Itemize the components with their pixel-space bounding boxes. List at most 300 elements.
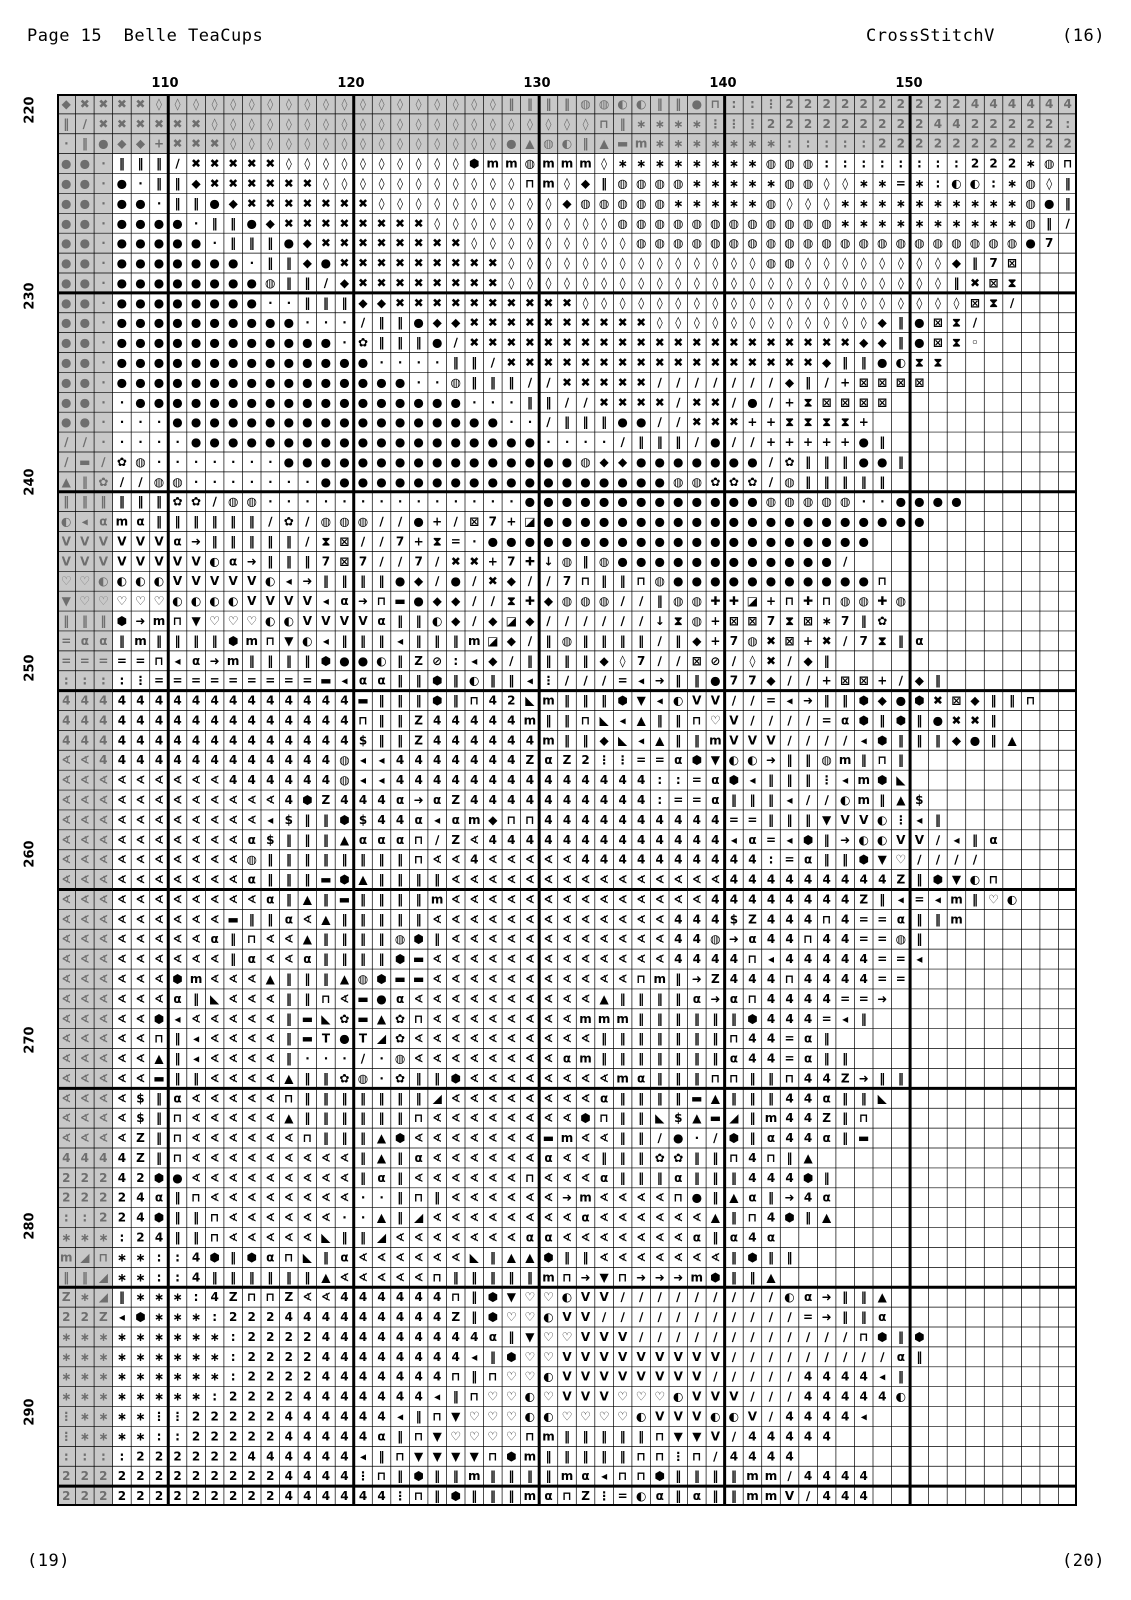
stitch-symbol: ∕ bbox=[638, 1290, 644, 1305]
stitch-symbol: ● bbox=[190, 236, 202, 251]
stitch-symbol: ● bbox=[339, 435, 350, 450]
stitch-symbol: 4 bbox=[655, 852, 664, 867]
stitch-symbol: ∕ bbox=[564, 395, 570, 410]
stitch-symbol: ‖ bbox=[638, 435, 645, 450]
stitch-symbol: ∢ bbox=[116, 812, 127, 827]
stitch-symbol: ● bbox=[617, 554, 628, 569]
stitch-symbol: m bbox=[838, 753, 852, 768]
stitch-symbol: ◂ bbox=[359, 1449, 367, 1464]
stitch-symbol: ‖ bbox=[137, 156, 144, 171]
stitch-symbol: ◊ bbox=[304, 96, 311, 111]
stitch-symbol: ∗ bbox=[79, 1409, 90, 1424]
stitch-symbol: V bbox=[673, 1349, 683, 1364]
stitch-symbol: ◍ bbox=[765, 216, 777, 231]
stitch-symbol: ✖ bbox=[320, 216, 331, 231]
stitch-symbol: 4 bbox=[303, 713, 312, 728]
stitch-symbol: ∢ bbox=[487, 872, 498, 887]
stitch-symbol: ⬢ bbox=[153, 1210, 165, 1225]
stitch-symbol: ● bbox=[116, 315, 128, 330]
stitch-symbol: 2 bbox=[80, 1489, 89, 1504]
stitch-symbol: V bbox=[747, 1409, 758, 1424]
stitch-symbol: ● bbox=[654, 534, 665, 549]
stitch-symbol: 2 bbox=[284, 1349, 293, 1364]
stitch-symbol: ⧗ bbox=[933, 355, 943, 370]
stitch-symbol: ‖ bbox=[174, 1051, 181, 1066]
stitch-symbol: ∢ bbox=[79, 812, 90, 827]
stitch-symbol: 4 bbox=[711, 892, 720, 907]
stitch-symbol: ∢ bbox=[561, 852, 573, 867]
stitch-symbol: ● bbox=[302, 355, 313, 370]
stitch-symbol: ‖ bbox=[823, 653, 830, 668]
stitch-symbol: ‖ bbox=[1064, 176, 1071, 191]
stitch-symbol: ∕ bbox=[805, 1489, 811, 1504]
stitch-symbol: ‖ bbox=[156, 1150, 162, 1165]
stitch-symbol: 2 bbox=[785, 96, 794, 111]
stitch-symbol: ∗ bbox=[988, 216, 999, 231]
page-header-left bbox=[27, 26, 263, 46]
stitch-symbol: ● bbox=[394, 574, 406, 589]
stitch-symbol: ‖ bbox=[322, 1250, 329, 1265]
stitch-symbol: ● bbox=[450, 574, 461, 589]
stitch-symbol: ∢ bbox=[153, 892, 165, 907]
stitch-symbol: ● bbox=[302, 335, 313, 350]
stitch-symbol: ● bbox=[784, 574, 795, 589]
stitch-symbol: ∢ bbox=[265, 1131, 276, 1146]
stitch-symbol: ➜ bbox=[135, 614, 146, 629]
stitch-symbol: ‖ bbox=[341, 932, 348, 947]
stitch-symbol: ⋅ bbox=[305, 494, 310, 509]
stitch-symbol: ● bbox=[561, 514, 573, 529]
stitch-symbol: ⋮ bbox=[394, 1489, 407, 1504]
stitch-symbol: ● bbox=[524, 534, 536, 549]
stitch-symbol: ⊠ bbox=[840, 395, 851, 410]
stitch-symbol: ◢ bbox=[98, 1290, 108, 1305]
stitch-symbol: ∢ bbox=[246, 1230, 257, 1245]
stitch-symbol: ⋅ bbox=[101, 236, 106, 251]
stitch-symbol: ✖ bbox=[617, 355, 628, 370]
stitch-symbol: ‖ bbox=[434, 932, 441, 947]
stitch-symbol: ⊓ bbox=[413, 1011, 424, 1026]
stitch-symbol: ‖ bbox=[415, 633, 422, 648]
stitch-symbol: ‖ bbox=[304, 872, 311, 887]
stitch-symbol: ● bbox=[747, 554, 758, 569]
stitch-symbol: ‖ bbox=[341, 1131, 348, 1146]
stitch-symbol: ‖ bbox=[879, 892, 886, 907]
stitch-symbol: ∢ bbox=[524, 1031, 535, 1046]
stitch-symbol: m bbox=[579, 1190, 592, 1205]
stitch-symbol: ✖ bbox=[469, 275, 480, 290]
stitch-symbol: ∢ bbox=[487, 991, 498, 1006]
stitch-symbol: ⋮ bbox=[60, 1409, 73, 1424]
stitch-symbol: ⊠ bbox=[877, 375, 888, 390]
stitch-symbol: m bbox=[746, 1469, 759, 1484]
stitch-symbol: ◊ bbox=[267, 116, 274, 131]
stitch-symbol: ● bbox=[431, 335, 443, 350]
stitch-symbol: 4 bbox=[822, 1389, 831, 1404]
stitch-symbol: 2 bbox=[896, 96, 905, 111]
stitch-symbol: 4 bbox=[247, 693, 256, 708]
stitch-symbol: 7 bbox=[637, 653, 646, 668]
stitch-symbol: ◊ bbox=[322, 116, 329, 131]
stitch-symbol: ∕ bbox=[768, 395, 774, 410]
stitch-symbol: ∕ bbox=[360, 315, 366, 330]
stitch-symbol: ∗ bbox=[135, 1250, 146, 1265]
stitch-symbol: m bbox=[616, 1011, 629, 1026]
stitch-symbol: 4 bbox=[266, 773, 275, 788]
stitch-symbol: V bbox=[154, 554, 164, 569]
stitch-symbol: ⊓ bbox=[265, 1290, 276, 1305]
stitch-symbol: ◊ bbox=[768, 295, 774, 310]
stitch-symbol: ◐ bbox=[561, 1290, 573, 1305]
stitch-symbol: ⊓ bbox=[376, 1469, 387, 1484]
stitch-symbol: 2 bbox=[841, 116, 850, 131]
stitch-symbol: ● bbox=[302, 435, 313, 450]
stitch-symbol: ∕ bbox=[731, 435, 737, 450]
stitch-symbol: ‖ bbox=[267, 1270, 274, 1285]
stitch-symbol: 2 bbox=[229, 1389, 238, 1404]
stitch-symbol: ‖ bbox=[712, 1150, 719, 1165]
stitch-symbol: ◊ bbox=[730, 295, 737, 310]
stitch-symbol: ● bbox=[691, 1190, 703, 1205]
stitch-symbol: ∢ bbox=[79, 773, 90, 788]
stitch-symbol: ∕ bbox=[676, 1329, 681, 1344]
stitch-symbol: 4 bbox=[803, 991, 813, 1006]
stitch-symbol: 4 bbox=[507, 713, 516, 728]
stitch-symbol: ⊠ bbox=[951, 693, 962, 708]
stitch-symbol: ● bbox=[246, 355, 257, 370]
stitch-symbol: ✖ bbox=[357, 216, 369, 231]
stitch-symbol: ◂ bbox=[638, 733, 645, 748]
stitch-symbol: ‖ bbox=[415, 1071, 422, 1086]
stitch-symbol: ‖ bbox=[730, 1011, 737, 1026]
stitch-symbol: 4 bbox=[766, 991, 776, 1006]
stitch-symbol: : bbox=[898, 156, 904, 171]
stitch-symbol: ◊ bbox=[675, 315, 682, 330]
stitch-symbol: 4 bbox=[229, 713, 238, 728]
stitch-symbol: ✖ bbox=[469, 256, 480, 271]
stitch-symbol: ∢ bbox=[487, 1190, 498, 1205]
stitch-symbol: ‖ bbox=[768, 1250, 774, 1265]
stitch-symbol: V bbox=[117, 554, 127, 569]
stitch-symbol: ∢ bbox=[450, 1131, 461, 1146]
stitch-symbol: ⊓ bbox=[729, 1150, 739, 1165]
stitch-symbol: ‖ bbox=[582, 415, 589, 430]
stitch-symbol: ◊ bbox=[601, 275, 608, 290]
stitch-symbol: ◍ bbox=[598, 196, 610, 211]
stitch-symbol: ∢ bbox=[209, 773, 220, 788]
stitch-symbol: ● bbox=[135, 236, 146, 251]
stitch-symbol: ● bbox=[543, 474, 554, 489]
stitch-symbol: 2 bbox=[952, 96, 961, 111]
stitch-symbol: ‖ bbox=[656, 1071, 663, 1086]
stitch-symbol: ∗ bbox=[61, 1389, 72, 1404]
stitch-symbol: ● bbox=[320, 415, 332, 430]
stitch-symbol: ⋅ bbox=[879, 494, 885, 509]
stitch-symbol: ✖ bbox=[617, 375, 628, 390]
stitch-symbol: ∗ bbox=[673, 136, 684, 151]
stitch-symbol: ◍ bbox=[858, 594, 869, 609]
stitch-symbol: ● bbox=[153, 395, 165, 410]
stitch-symbol: ∢ bbox=[98, 952, 109, 967]
stitch-symbol: ◆ bbox=[451, 315, 461, 330]
stitch-symbol: ⧗ bbox=[1007, 275, 1017, 290]
stitch-symbol: ‖ bbox=[879, 474, 886, 489]
stitch-symbol: ⬢ bbox=[895, 713, 907, 728]
stitch-symbol: ∕ bbox=[305, 534, 310, 549]
stitch-symbol: ‖ bbox=[768, 1091, 774, 1106]
stitch-symbol: ∕ bbox=[880, 1349, 885, 1364]
stitch-symbol: ▬ bbox=[320, 872, 332, 887]
stitch-symbol: ◍ bbox=[691, 614, 703, 629]
stitch-symbol: ● bbox=[413, 474, 424, 489]
stitch-symbol: 4 bbox=[433, 1349, 442, 1364]
column-number: 120 bbox=[337, 76, 365, 91]
stitch-symbol: ‖ bbox=[397, 1190, 404, 1205]
stitch-symbol: 2 bbox=[154, 1469, 164, 1484]
stitch-symbol: ∕ bbox=[768, 1409, 774, 1424]
stitch-symbol: ▲ bbox=[339, 832, 350, 847]
stitch-symbol: ∢ bbox=[172, 793, 183, 807]
stitch-symbol: ⊓ bbox=[413, 852, 424, 867]
stitch-symbol: ● bbox=[858, 574, 869, 589]
stitch-symbol: ◣ bbox=[469, 1250, 479, 1265]
stitch-symbol: ∢ bbox=[61, 912, 72, 927]
stitch-symbol: 2 bbox=[1045, 136, 1054, 151]
stitch-symbol: ∢ bbox=[228, 793, 239, 807]
stitch-symbol: m bbox=[690, 1270, 704, 1285]
stitch-symbol: ◊ bbox=[675, 256, 682, 271]
stitch-symbol: ▲ bbox=[339, 971, 350, 986]
stitch-symbol: ⊠ bbox=[914, 375, 925, 390]
stitch-symbol: ⊠ bbox=[988, 275, 999, 290]
stitch-symbol: ∕ bbox=[620, 1290, 625, 1305]
stitch-symbol: ∢ bbox=[135, 1071, 146, 1086]
stitch-symbol: α bbox=[896, 1349, 905, 1364]
stitch-symbol: ◊ bbox=[545, 275, 552, 290]
row-number: 250 bbox=[22, 654, 38, 682]
stitch-symbol: 4 bbox=[136, 693, 145, 708]
stitch-symbol: 4 bbox=[692, 932, 701, 947]
stitch-symbol: ● bbox=[246, 335, 257, 350]
stitch-symbol: V bbox=[599, 1369, 609, 1384]
stitch-symbol: ∢ bbox=[469, 932, 480, 947]
stitch-symbol: α bbox=[377, 673, 386, 688]
stitch-symbol: 4 bbox=[321, 1429, 331, 1444]
stitch-symbol: ✖ bbox=[339, 216, 350, 231]
stitch-symbol: ‖ bbox=[564, 733, 570, 748]
stitch-symbol: ‖ bbox=[378, 633, 385, 648]
stitch-symbol: ∕ bbox=[713, 1290, 718, 1305]
stitch-symbol: ‖ bbox=[712, 1469, 719, 1484]
stitch-symbol: ∗ bbox=[172, 1310, 183, 1325]
stitch-symbol: ‖ bbox=[508, 673, 515, 688]
stitch-symbol: ● bbox=[431, 474, 443, 489]
stitch-symbol: ∢ bbox=[469, 1031, 480, 1046]
stitch-symbol: 4 bbox=[321, 1329, 331, 1344]
stitch-symbol: ∕ bbox=[731, 1329, 737, 1344]
stitch-symbol: ● bbox=[227, 415, 239, 430]
stitch-symbol: ▲ bbox=[321, 912, 331, 927]
stitch-symbol: ▬ bbox=[412, 952, 425, 967]
stitch-symbol: 4 bbox=[803, 1131, 813, 1146]
stitch-symbol: ∢ bbox=[561, 912, 573, 927]
stitch-symbol: 4 bbox=[581, 812, 590, 827]
stitch-symbol: ‖ bbox=[415, 872, 422, 887]
stitch-symbol: ● bbox=[339, 454, 350, 469]
stitch-symbol: ◆ bbox=[692, 633, 702, 648]
stitch-symbol: ∢ bbox=[98, 832, 109, 847]
stitch-symbol: ▲ bbox=[896, 793, 906, 807]
stitch-symbol: ✿ bbox=[172, 494, 183, 509]
stitch-symbol: ✖ bbox=[747, 355, 758, 370]
stitch-symbol: ‖ bbox=[452, 673, 459, 688]
stitch-symbol: 2 bbox=[229, 1489, 238, 1504]
stitch-symbol: ∢ bbox=[469, 1170, 480, 1185]
stitch-symbol: + bbox=[784, 395, 795, 410]
stitch-symbol: ● bbox=[469, 435, 480, 450]
stitch-symbol: 4 bbox=[414, 1290, 423, 1305]
stitch-symbol: 4 bbox=[525, 832, 535, 847]
stitch-symbol: : bbox=[453, 653, 459, 668]
stitch-symbol: ∢ bbox=[487, 1011, 498, 1026]
stitch-symbol: V bbox=[580, 1329, 591, 1344]
stitch-symbol: ✖ bbox=[265, 196, 276, 211]
stitch-symbol: ‖ bbox=[285, 832, 292, 847]
stitch-symbol: ∢ bbox=[673, 1210, 684, 1225]
stitch-symbol: ⋅ bbox=[175, 454, 180, 469]
stitch-symbol: ⋅ bbox=[119, 435, 125, 450]
stitch-symbol: 4 bbox=[284, 1409, 293, 1424]
stitch-symbol: ∢ bbox=[506, 1131, 517, 1146]
stitch-symbol: 4 bbox=[711, 912, 720, 927]
stitch-symbol: ‖ bbox=[322, 1131, 329, 1146]
stitch-symbol: $ bbox=[729, 912, 739, 927]
stitch-symbol: m bbox=[542, 733, 555, 748]
stitch-symbol: ∢ bbox=[450, 1051, 461, 1066]
stitch-symbol: 4 bbox=[748, 1170, 757, 1185]
stitch-symbol: ⋅ bbox=[138, 176, 143, 191]
stitch-symbol: 4 bbox=[266, 713, 275, 728]
stitch-symbol: ‖ bbox=[619, 1131, 626, 1146]
stitch-symbol: 4 bbox=[154, 753, 164, 768]
stitch-symbol: ◣ bbox=[655, 1111, 665, 1126]
stitch-symbol: ∢ bbox=[116, 1051, 127, 1066]
stitch-symbol: ✖ bbox=[302, 216, 313, 231]
stitch-symbol: ‖ bbox=[638, 1111, 645, 1126]
stitch-symbol: ∢ bbox=[172, 912, 183, 927]
stitch-symbol: ‖ bbox=[211, 216, 218, 231]
stitch-symbol: ◊ bbox=[341, 156, 348, 171]
stitch-symbol: ∢ bbox=[691, 892, 702, 907]
stitch-symbol: ∢ bbox=[116, 991, 127, 1006]
stitch-symbol: ◆ bbox=[784, 375, 795, 390]
stitch-symbol: ∢ bbox=[191, 1170, 202, 1185]
stitch-symbol: ∕ bbox=[954, 852, 959, 867]
stitch-symbol: ◊ bbox=[434, 136, 441, 151]
stitch-symbol: ∕ bbox=[546, 574, 551, 589]
stitch-symbol: ⋅ bbox=[360, 1190, 366, 1205]
stitch-symbol: ◊ bbox=[526, 275, 533, 290]
stitch-symbol: ● bbox=[190, 355, 202, 370]
stitch-symbol: ✖ bbox=[506, 315, 517, 330]
stitch-symbol: 4 bbox=[803, 1409, 813, 1424]
stitch-symbol: ◣ bbox=[321, 1011, 331, 1026]
stitch-symbol: ‖ bbox=[397, 693, 404, 708]
stitch-symbol: ‖ bbox=[564, 713, 570, 728]
stitch-symbol: ✖ bbox=[172, 136, 183, 151]
stitch-symbol: ∗ bbox=[691, 156, 702, 171]
stitch-symbol: ✖ bbox=[283, 176, 294, 191]
stitch-symbol: ∢ bbox=[450, 892, 461, 907]
stitch-symbol: 2 bbox=[62, 1489, 71, 1504]
stitch-symbol: 2 bbox=[952, 136, 961, 151]
stitch-symbol: 4 bbox=[340, 713, 349, 728]
stitch-symbol: ∢ bbox=[116, 1091, 127, 1106]
stitch-symbol: 4 bbox=[933, 116, 943, 131]
stitch-symbol: ✖ bbox=[803, 335, 814, 350]
stitch-symbol: ✖ bbox=[599, 315, 610, 330]
stitch-symbol: α bbox=[99, 633, 108, 648]
stitch-symbol: ∢ bbox=[79, 1131, 90, 1146]
stitch-symbol: ∗ bbox=[673, 116, 684, 131]
stitch-symbol: ⋮ bbox=[746, 116, 759, 131]
stitch-symbol: ∢ bbox=[228, 852, 239, 867]
stitch-symbol: ● bbox=[209, 315, 220, 330]
stitch-symbol: ∢ bbox=[153, 991, 165, 1006]
stitch-symbol: 4 bbox=[433, 753, 442, 768]
stitch-symbol: ⊓ bbox=[321, 991, 331, 1006]
stitch-symbol: ● bbox=[376, 395, 387, 410]
stitch-symbol: ● bbox=[172, 216, 183, 231]
stitch-symbol: ∢ bbox=[98, 872, 109, 887]
stitch-symbol: ◊ bbox=[526, 236, 533, 251]
stitch-symbol: 2 bbox=[247, 1310, 256, 1325]
stitch-symbol: ◊ bbox=[211, 96, 218, 111]
stitch-symbol: ∕ bbox=[434, 832, 440, 847]
stitch-symbol: ‖ bbox=[693, 1150, 700, 1165]
stitch-symbol: ⊠ bbox=[932, 335, 943, 350]
stitch-symbol: ◂ bbox=[786, 693, 793, 708]
stitch-symbol: ⬢ bbox=[858, 693, 869, 708]
stitch-symbol: ∢ bbox=[617, 1250, 628, 1265]
stitch-symbol: ⊓ bbox=[450, 1290, 461, 1305]
stitch-symbol: ◊ bbox=[526, 256, 533, 271]
stitch-symbol: ◊ bbox=[879, 275, 886, 290]
stitch-symbol: ⋅ bbox=[416, 355, 421, 370]
stitch-symbol: ● bbox=[265, 375, 276, 390]
stitch-symbol: ● bbox=[617, 474, 628, 489]
stitch-symbol: 4 bbox=[785, 1091, 794, 1106]
stitch-symbol: ‖ bbox=[322, 1071, 329, 1086]
stitch-symbol: V bbox=[580, 1349, 591, 1364]
stitch-symbol: 2 bbox=[210, 1469, 219, 1484]
stitch-symbol: 4 bbox=[785, 1429, 794, 1444]
stitch-symbol: ∢ bbox=[191, 773, 202, 788]
stitch-symbol: ◍ bbox=[839, 494, 851, 509]
stitch-symbol: ∗ bbox=[636, 156, 647, 171]
stitch-symbol: ● bbox=[116, 275, 128, 290]
stitch-symbol: ∢ bbox=[617, 872, 628, 887]
stitch-symbol: 2 bbox=[915, 136, 924, 151]
stitch-symbol: ◂ bbox=[471, 653, 478, 668]
stitch-symbol: 4 bbox=[191, 753, 201, 768]
stitch-symbol: ∗ bbox=[116, 1270, 127, 1285]
stitch-symbol: ● bbox=[580, 534, 591, 549]
stitch-symbol: ▲ bbox=[655, 733, 665, 748]
stitch-symbol: ● bbox=[320, 355, 332, 370]
stitch-symbol: 4 bbox=[562, 812, 572, 827]
stitch-symbol: ◊ bbox=[322, 156, 329, 171]
